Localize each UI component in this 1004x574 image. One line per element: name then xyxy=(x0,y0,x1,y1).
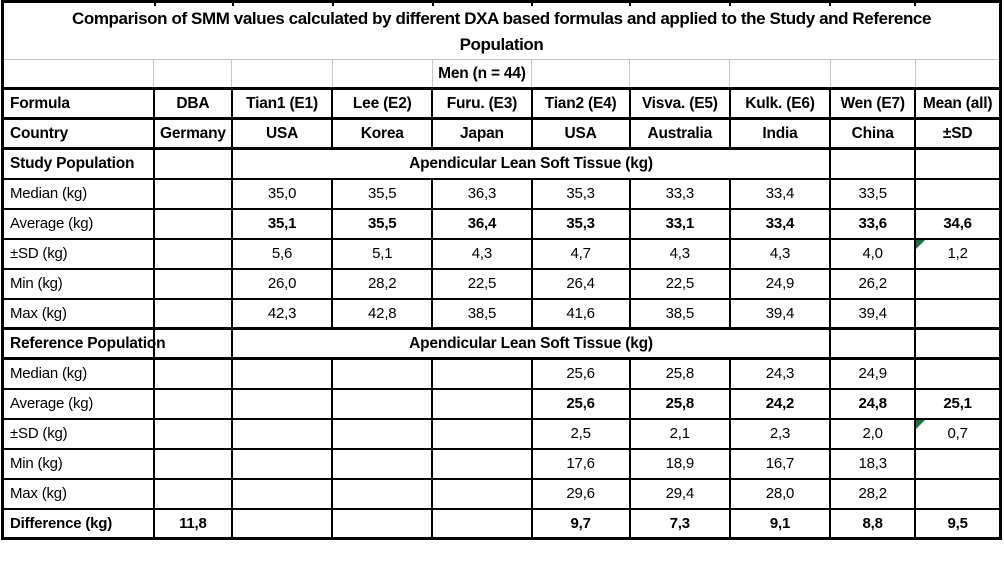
empty-cell xyxy=(154,209,232,239)
value-cell: 2,1 xyxy=(630,419,730,449)
value-cell: 16,7 xyxy=(730,449,830,479)
empty-cell xyxy=(332,509,432,539)
title-row xyxy=(3,2,1001,60)
value-cell: 24,9 xyxy=(730,269,830,299)
value-cell: 8,8 xyxy=(830,509,915,539)
empty-cell xyxy=(3,60,154,89)
row-label: ±SD (kg) xyxy=(3,239,154,269)
column-header: Tian1 (E1) xyxy=(232,89,332,119)
empty-cell xyxy=(830,149,915,179)
value-cell: 24,3 xyxy=(730,359,830,389)
empty-cell xyxy=(830,329,915,359)
row-label: Median (kg) xyxy=(3,359,154,389)
empty-cell xyxy=(915,479,1000,509)
empty-cell xyxy=(232,479,332,509)
section-span-header: Apendicular Lean Soft Tissue (kg) xyxy=(232,149,830,179)
empty-cell xyxy=(232,419,332,449)
value-cell: 2,0 xyxy=(830,419,915,449)
empty-cell xyxy=(915,60,1000,89)
empty-cell xyxy=(332,479,432,509)
value-cell: 29,4 xyxy=(630,479,730,509)
empty-cell xyxy=(332,449,432,479)
country-cell: ±SD xyxy=(915,119,1000,149)
empty-cell xyxy=(915,329,1000,359)
value-cell: 42,8 xyxy=(332,299,432,329)
empty-cell xyxy=(232,60,332,89)
empty-cell xyxy=(154,149,232,179)
value-cell: 28,2 xyxy=(830,479,915,509)
empty-cell xyxy=(154,479,232,509)
formula-row-label: Formula xyxy=(3,89,154,119)
excel-flag-triangle-icon xyxy=(916,240,925,249)
empty-cell xyxy=(154,449,232,479)
value-cell: 5,1 xyxy=(332,239,432,269)
empty-cell xyxy=(915,269,1000,299)
row-label: ±SD (kg) xyxy=(3,419,154,449)
data-row xyxy=(3,359,1001,389)
value-cell: 22,5 xyxy=(630,269,730,299)
title-line-1: Comparison of SMM values calculated by different DXA based formulas and applied to the Study and Reference xyxy=(71,9,932,28)
value-cell: 35,3 xyxy=(532,179,630,209)
empty-cell xyxy=(154,299,232,329)
value-cell: 4,7 xyxy=(532,239,630,269)
value-cell: 35,0 xyxy=(232,179,332,209)
empty-cell xyxy=(432,389,531,419)
empty-cell xyxy=(730,60,830,89)
empty-cell xyxy=(154,329,232,359)
column-boundary-tick xyxy=(531,0,533,6)
value-cell: 38,5 xyxy=(630,299,730,329)
column-boundary-tick xyxy=(729,0,731,6)
value-cell: 39,4 xyxy=(830,299,915,329)
value-cell: 25,1 xyxy=(915,389,1000,419)
empty-cell xyxy=(830,60,915,89)
column-header: Tian2 (E4) xyxy=(532,89,630,119)
data-row xyxy=(3,239,1001,269)
value-cell: 5,6 xyxy=(232,239,332,269)
empty-cell xyxy=(154,179,232,209)
data-row xyxy=(3,479,1001,509)
value-cell: 33,4 xyxy=(730,209,830,239)
title-line-2: Population xyxy=(459,35,544,54)
row-label: Average (kg) xyxy=(3,389,154,419)
column-header: Visva. (E5) xyxy=(630,89,730,119)
formula-header-row xyxy=(3,89,1001,119)
value-cell: 2,5 xyxy=(532,419,630,449)
column-header: Lee (E2) xyxy=(332,89,432,119)
country-cell: India xyxy=(730,119,830,149)
empty-cell xyxy=(915,179,1000,209)
value-cell: 28,0 xyxy=(730,479,830,509)
empty-cell xyxy=(154,239,232,269)
value-cell: 33,4 xyxy=(730,179,830,209)
row-label: Min (kg) xyxy=(3,269,154,299)
value-cell: 41,6 xyxy=(532,299,630,329)
value-cell: 42,3 xyxy=(232,299,332,329)
column-boundary-tick xyxy=(914,0,916,6)
value-cell: 1,2 xyxy=(915,239,1000,269)
value-cell: 25,6 xyxy=(532,389,630,419)
column-header: Furu. (E3) xyxy=(432,89,531,119)
value-cell: 4,3 xyxy=(730,239,830,269)
column-boundary-tick xyxy=(332,0,334,6)
empty-cell xyxy=(232,449,332,479)
row-label: Average (kg) xyxy=(3,209,154,239)
empty-cell xyxy=(432,359,531,389)
empty-cell xyxy=(154,269,232,299)
section-label: Reference Population xyxy=(3,329,154,359)
value-cell: 26,2 xyxy=(830,269,915,299)
column-boundary-tick xyxy=(432,0,434,6)
empty-cell xyxy=(154,359,232,389)
value-cell: 26,4 xyxy=(532,269,630,299)
country-cell: Australia xyxy=(630,119,730,149)
column-header: Kulk. (E6) xyxy=(730,89,830,119)
column-header: Wen (E7) xyxy=(830,89,915,119)
value-cell: 7,3 xyxy=(630,509,730,539)
value-cell: 34,6 xyxy=(915,209,1000,239)
country-row-label: Country xyxy=(3,119,154,149)
subtitle-cell: Men (n = 44) xyxy=(432,60,531,89)
value-cell: 38,5 xyxy=(432,299,531,329)
value-cell: 28,2 xyxy=(332,269,432,299)
empty-cell xyxy=(332,60,432,89)
empty-cell xyxy=(232,509,332,539)
column-header: DBA xyxy=(154,89,232,119)
value-cell: 18,3 xyxy=(830,449,915,479)
value-cell: 24,2 xyxy=(730,389,830,419)
empty-cell xyxy=(332,419,432,449)
value-cell: 24,8 xyxy=(830,389,915,419)
empty-cell xyxy=(154,389,232,419)
row-label: Median (kg) xyxy=(3,179,154,209)
value-cell: 35,5 xyxy=(332,209,432,239)
subtitle-row xyxy=(3,60,1001,89)
empty-cell xyxy=(432,479,531,509)
value-cell: 24,9 xyxy=(830,359,915,389)
country-cell: Korea xyxy=(332,119,432,149)
value-cell: 36,3 xyxy=(432,179,531,209)
column-boundary-tick xyxy=(629,0,631,6)
data-row xyxy=(3,209,1001,239)
column-header: Mean (all) xyxy=(915,89,1000,119)
empty-cell xyxy=(154,419,232,449)
value-cell: 25,8 xyxy=(630,389,730,419)
column-boundary-tick xyxy=(154,0,156,6)
value-cell: 17,6 xyxy=(532,449,630,479)
value-cell: 33,3 xyxy=(630,179,730,209)
data-row xyxy=(3,179,1001,209)
value-cell: 22,5 xyxy=(432,269,531,299)
country-cell: China xyxy=(830,119,915,149)
value-cell: 9,7 xyxy=(532,509,630,539)
value-cell: 18,9 xyxy=(630,449,730,479)
value-cell: 11,8 xyxy=(154,509,232,539)
section-span-header: Apendicular Lean Soft Tissue (kg) xyxy=(232,329,830,359)
empty-cell xyxy=(432,509,531,539)
excel-flag-triangle-icon xyxy=(916,420,925,429)
value-cell: 4,0 xyxy=(830,239,915,269)
data-row xyxy=(3,449,1001,479)
value-cell: 0,7 xyxy=(915,419,1000,449)
value-cell: 29,6 xyxy=(532,479,630,509)
value-cell: 35,3 xyxy=(532,209,630,239)
value-cell: 4,3 xyxy=(630,239,730,269)
value-cell: 25,6 xyxy=(532,359,630,389)
data-row xyxy=(3,389,1001,419)
column-boundary-tick xyxy=(232,0,234,6)
empty-cell xyxy=(332,389,432,419)
empty-cell xyxy=(432,449,531,479)
row-label: Max (kg) xyxy=(3,299,154,329)
value-cell: 33,6 xyxy=(830,209,915,239)
data-row xyxy=(3,299,1001,329)
empty-cell xyxy=(915,299,1000,329)
empty-cell xyxy=(532,60,630,89)
section-header-row xyxy=(3,329,1001,359)
data-row xyxy=(3,419,1001,449)
empty-cell xyxy=(432,419,531,449)
value-cell: 33,5 xyxy=(830,179,915,209)
value-cell: 36,4 xyxy=(432,209,531,239)
empty-cell xyxy=(915,359,1000,389)
value-cell: 25,8 xyxy=(630,359,730,389)
empty-cell xyxy=(154,60,232,89)
value-cell: 35,1 xyxy=(232,209,332,239)
empty-cell xyxy=(630,60,730,89)
value-cell: 35,5 xyxy=(332,179,432,209)
country-cell: Germany xyxy=(154,119,232,149)
empty-cell xyxy=(915,149,1000,179)
empty-cell xyxy=(232,389,332,419)
comparison-table xyxy=(1,0,1002,540)
table-title xyxy=(3,2,1001,60)
row-label: Min (kg) xyxy=(3,449,154,479)
country-header-row xyxy=(3,119,1001,149)
value-cell: 2,3 xyxy=(730,419,830,449)
value-cell: 4,3 xyxy=(432,239,531,269)
value-cell: 9,1 xyxy=(730,509,830,539)
empty-cell xyxy=(332,359,432,389)
value-cell: 33,1 xyxy=(630,209,730,239)
row-label: Difference (kg) xyxy=(3,509,154,539)
country-cell: USA xyxy=(232,119,332,149)
section-label: Study Population xyxy=(3,149,154,179)
country-cell: USA xyxy=(532,119,630,149)
column-boundary-tick xyxy=(829,0,831,6)
section-header-row xyxy=(3,149,1001,179)
value-cell: 39,4 xyxy=(730,299,830,329)
empty-cell xyxy=(915,449,1000,479)
value-cell: 26,0 xyxy=(232,269,332,299)
data-row xyxy=(3,269,1001,299)
value-cell: 9,5 xyxy=(915,509,1000,539)
row-label: Max (kg) xyxy=(3,479,154,509)
empty-cell xyxy=(232,359,332,389)
difference-row xyxy=(3,509,1001,539)
country-cell: Japan xyxy=(432,119,531,149)
